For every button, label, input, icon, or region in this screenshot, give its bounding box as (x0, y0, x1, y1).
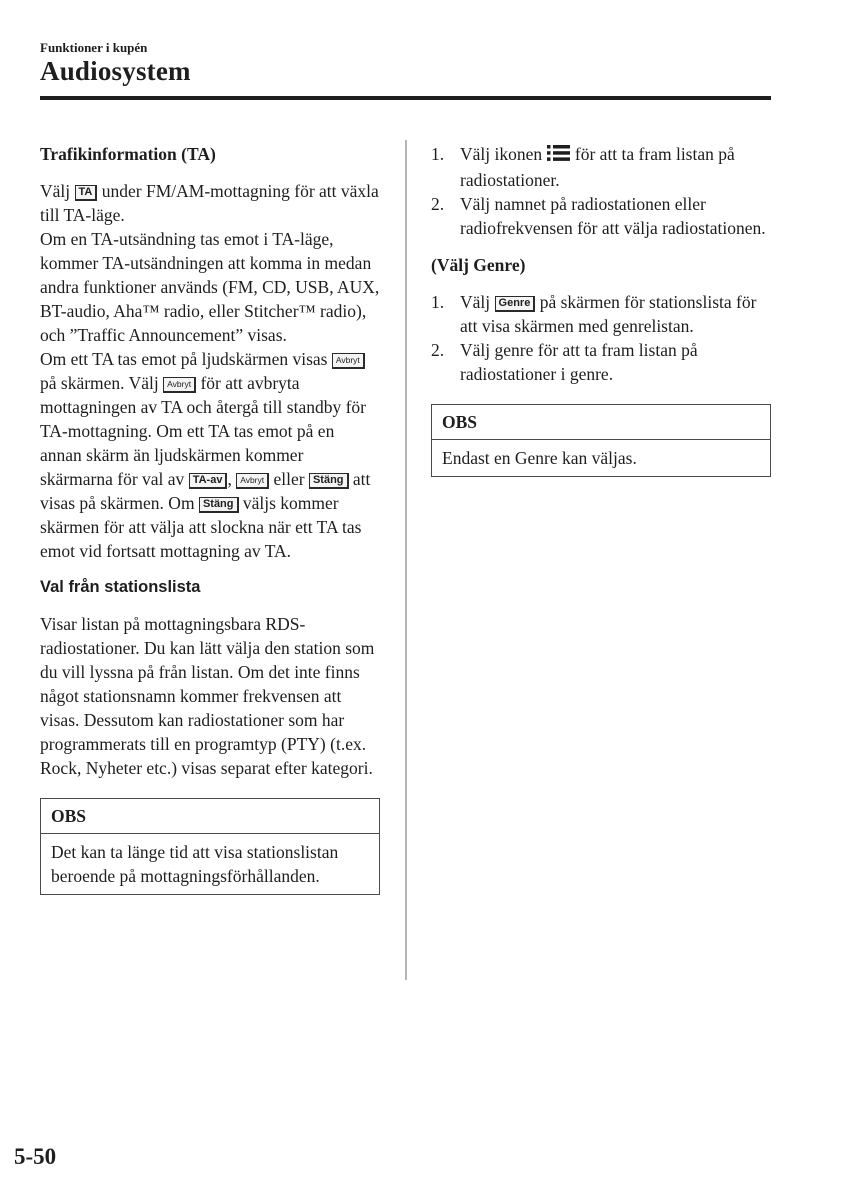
list-item (431, 142, 771, 192)
note-text: Det kan ta länge tid att visa stationslistan beroende på mottagningsförhållanden. (51, 842, 339, 886)
station-list-paragraph: Visar listan på mottagningsbara RDS-radiostationer. Du kan lätt välja den station som du vill lyssna på från listan. Om det inte finns något stationsnamn kommer frekvensen att visas. Dessutom kan radiostationer som har programmerats till en programtyp (PTY) (t.ex. Rock, Nyheter etc.) visas separat efter kategori. (40, 614, 375, 778)
breadcrumb: Funktioner i kupén (40, 40, 148, 55)
ta-paragraph-1 (40, 179, 380, 227)
step-text: Välj namnet på radiostationen eller radiofrekvensen för att välja radiostationen. (460, 194, 766, 238)
ta-paragraph-2: Om en TA-utsändning tas emot i TA-läge, kommer TA-utsändningen att komma in medan andra funktioner används (FM, CD, USB, AUX, BT-audio, Aha™ radio, eller Stitcher™ radio), och ”Traffic Announcement” visas. (40, 229, 380, 345)
note-box (431, 404, 771, 477)
list-icon (547, 144, 571, 168)
text-fragment: Välj (460, 292, 495, 312)
genre-steps (431, 290, 771, 386)
text-fragment: Välj (40, 181, 75, 201)
genre-button: Genre (495, 296, 536, 312)
text-fragment: väljs kommer skärmen för att välja att slockna när ett TA tas emot vid fortsatt mottagning av TA. (40, 493, 362, 561)
text-fragment: på skärmen. Välj (40, 373, 164, 393)
step-number: 2. (431, 340, 445, 360)
text-fragment: , (227, 469, 237, 489)
station-list-heading: Val från stationslista (40, 578, 201, 596)
avbryt-button: Avbryt (332, 353, 365, 369)
stang-button: Stäng (199, 497, 239, 513)
note-text: Endast en Genre kan väljas. (442, 448, 637, 468)
genre-heading: (Välj Genre) (431, 255, 526, 275)
list-item (431, 338, 771, 386)
ta-button: TA (75, 185, 98, 201)
page-title: Audiosystem (40, 56, 191, 86)
note-heading: OBS (432, 405, 770, 440)
left-column (40, 142, 380, 895)
column-divider (405, 140, 407, 980)
title-rule (40, 96, 771, 100)
stang-button: Stäng (309, 473, 349, 489)
ta-heading: Trafikinformation (TA) (40, 144, 216, 164)
text-fragment: att visas på skärmen. Om (40, 469, 371, 513)
avbryt-button: Avbryt (163, 377, 196, 393)
station-steps (431, 142, 771, 240)
step-number: 2. (431, 194, 445, 214)
right-column (431, 142, 771, 477)
text-fragment: eller (269, 469, 309, 489)
list-item (431, 290, 771, 338)
ta-av-button: TA-av (189, 473, 228, 489)
step-text: Välj genre för att ta fram listan på radiostationer i genre. (460, 340, 698, 384)
step-number: 1. (431, 144, 445, 164)
ta-paragraph-3 (40, 347, 380, 563)
text-fragment: för att ta fram listan på radiostationer. (460, 144, 735, 190)
list-item (431, 192, 771, 240)
page-number: 5-50 (14, 1144, 57, 1169)
step-number: 1. (431, 292, 445, 312)
text-fragment: för att avbryta mottagningen av TA och återgå till standby för TA-mottagning. Om ett TA tas emot på en annan skärm än ljudskärmen kommer skärmarna för val av (40, 373, 367, 489)
text-fragment: Om ett TA tas emot på ljudskärmen visas (40, 349, 332, 369)
text-fragment: Välj ikonen (460, 144, 547, 164)
note-box (40, 798, 380, 895)
avbryt-button: Avbryt (236, 473, 269, 489)
text-fragment: under FM/AM-mottagning för att växla till TA-läge. (40, 181, 379, 225)
text-fragment: på skärmen för stationslista för att visa skärmen med genrelistan. (460, 292, 757, 336)
note-heading: OBS (41, 799, 379, 834)
